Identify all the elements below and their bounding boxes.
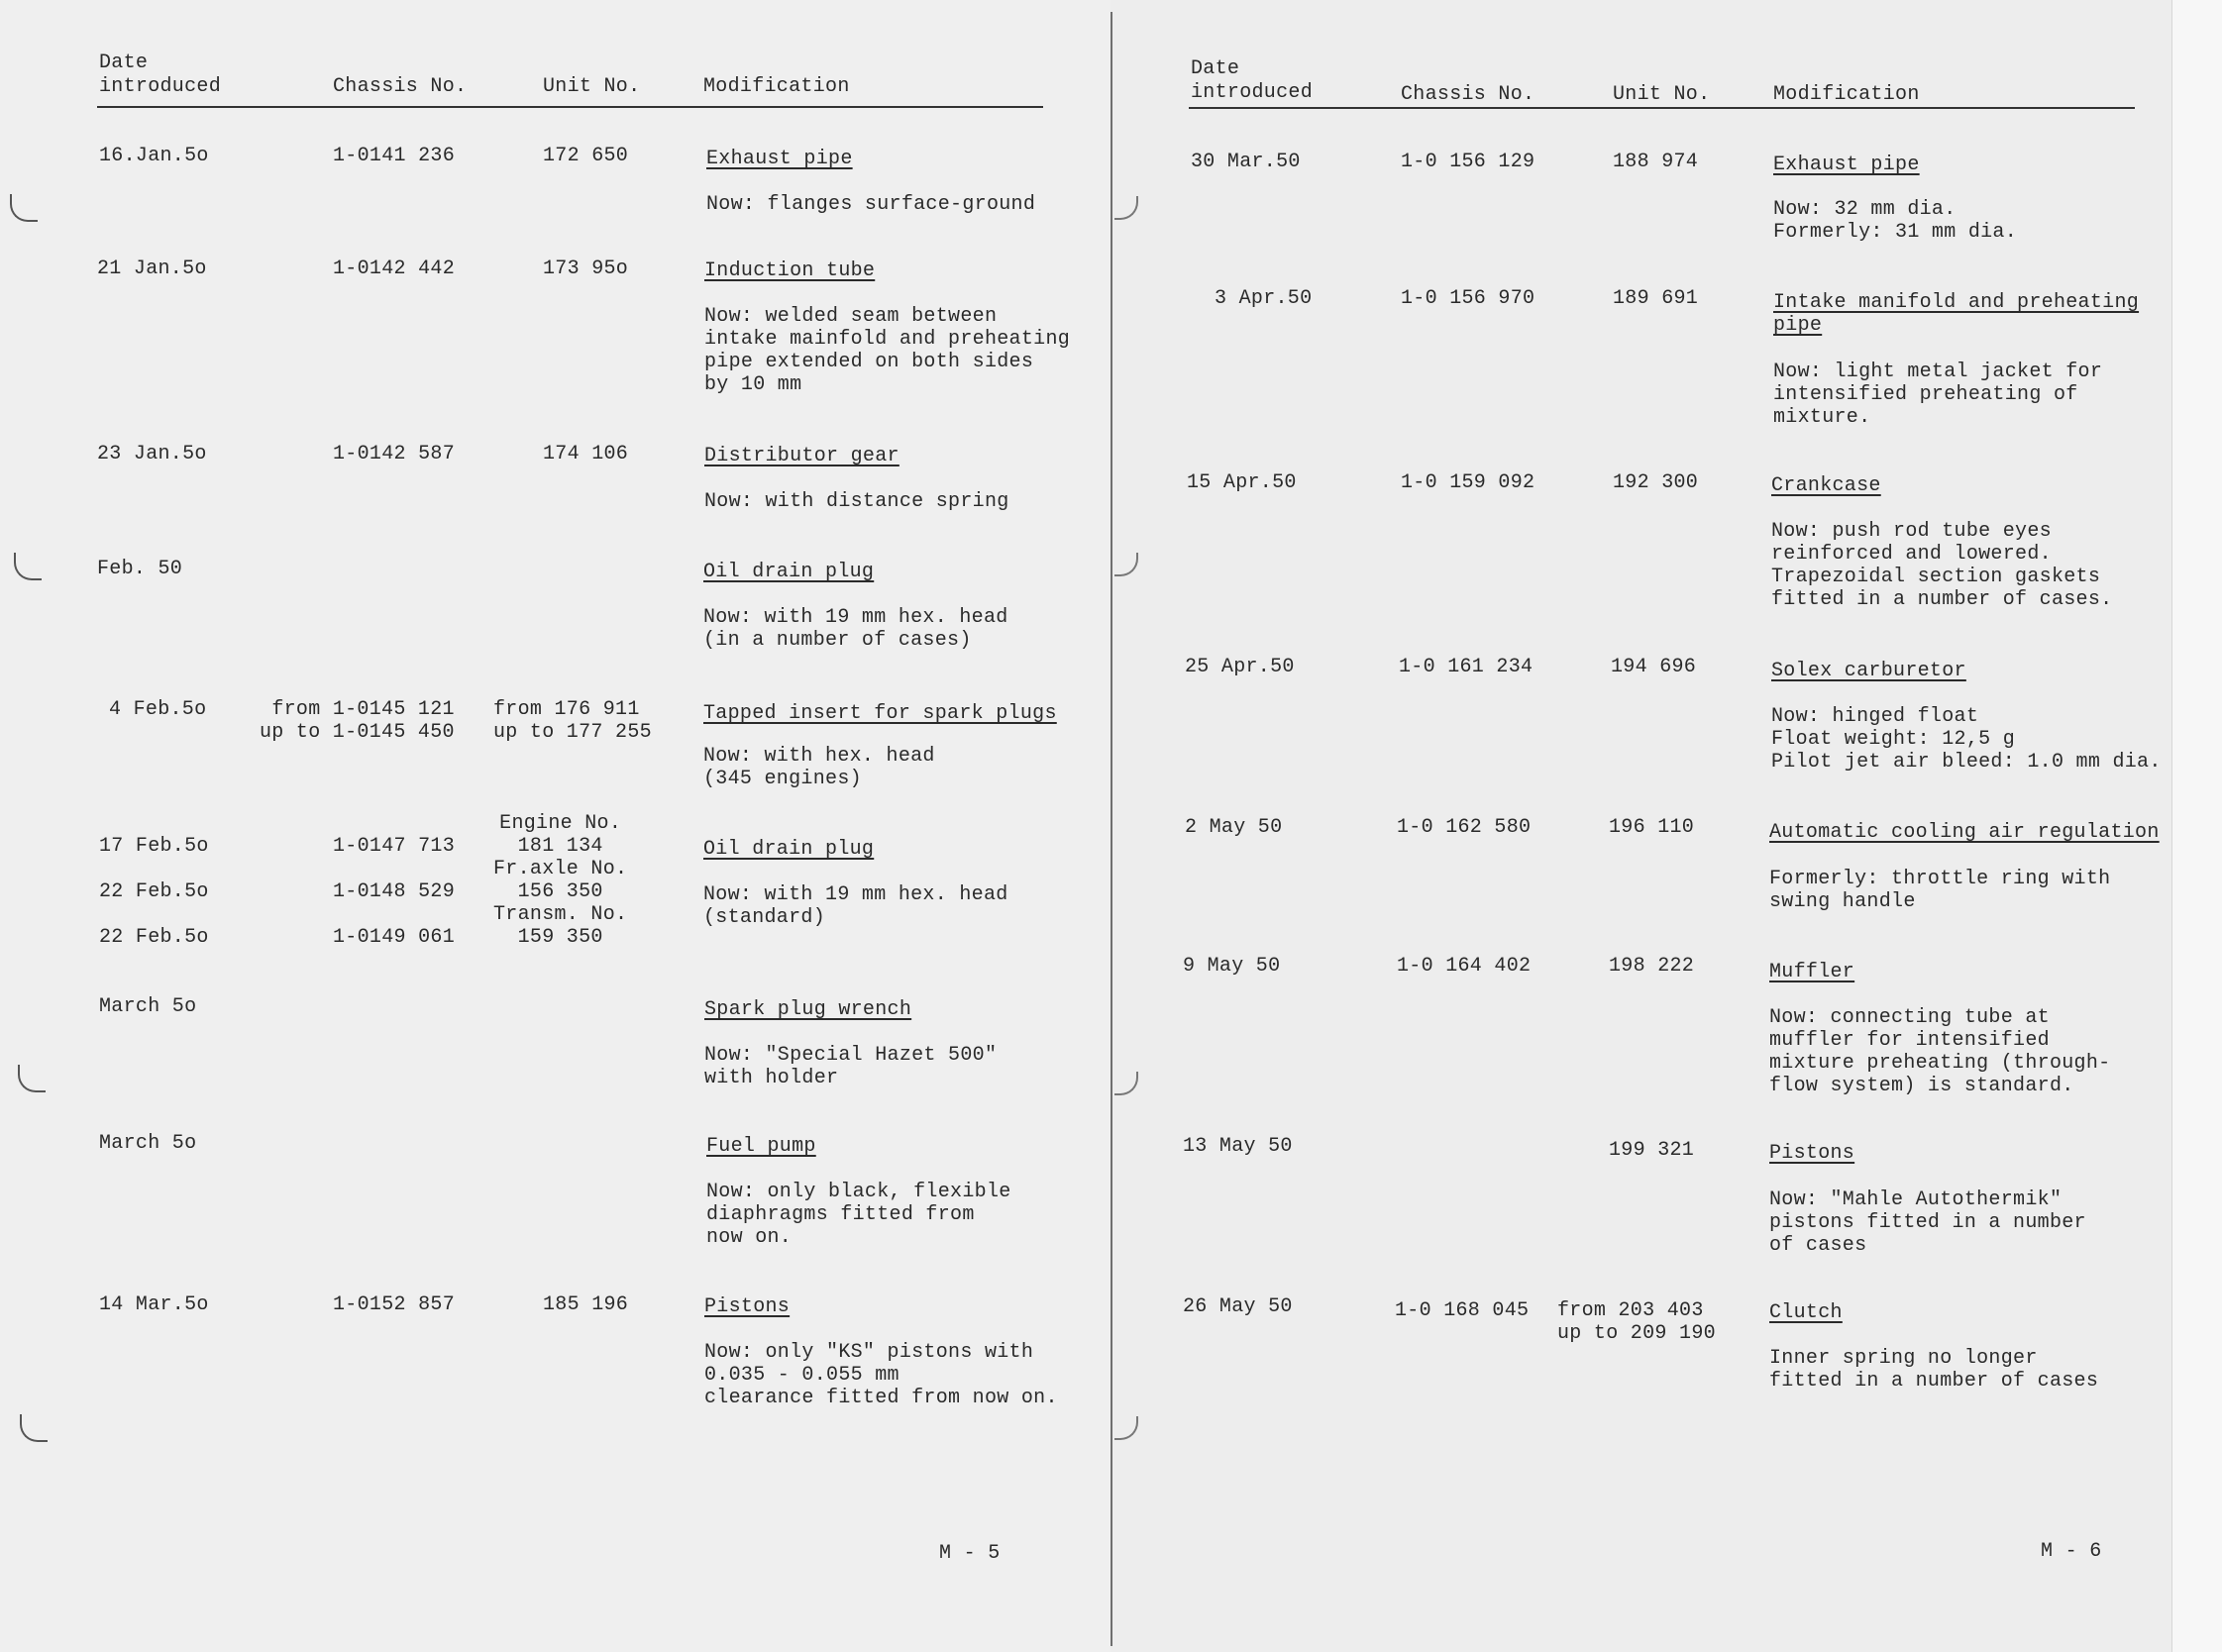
row-chassis: 1-0142 587 xyxy=(333,443,456,465)
modification-description: Now: connecting tube at muffler for intensified mixture preheating (through- flow system) is standard. xyxy=(1769,1006,2111,1097)
modification-title: Distributor gear xyxy=(704,445,899,467)
modification-description: Now: 32 mm dia. Formerly: 31 mm dia. xyxy=(1773,198,2018,244)
row-chassis: 1-0147 713 1-0148 529 1-0149 061 xyxy=(333,835,456,949)
row-unit: 189 691 xyxy=(1613,287,1699,310)
modification-title: Spark plug wrench xyxy=(704,998,912,1021)
row-date: 14 Mar.5o xyxy=(99,1293,209,1316)
header-date-label: introduced xyxy=(1191,81,1314,104)
row-chassis: 1-0141 236 xyxy=(333,145,456,167)
row-unit: 198 222 xyxy=(1609,955,1695,978)
header-modification-label: Modification xyxy=(1773,83,1920,106)
modification-title: Fuel pump xyxy=(706,1135,816,1158)
row-date: 3 Apr.50 xyxy=(1215,287,1313,310)
row-date: 13 May 50 xyxy=(1183,1135,1293,1158)
modification-title: Tapped insert for spark plugs xyxy=(703,702,1057,725)
row-date: 4 Feb.5o xyxy=(109,698,207,721)
modification-description: Now: "Mahle Autothermik" pistons fitted in a number of cases xyxy=(1769,1188,2086,1257)
modification-description: Now: with hex. head (345 engines) xyxy=(703,745,935,790)
modification-title: Oil drain plug xyxy=(703,561,875,583)
modification-description: Now: flanges surface-ground xyxy=(706,193,1036,216)
modification-title: Muffler xyxy=(1769,961,1855,983)
row-unit: 185 196 xyxy=(543,1293,629,1316)
row-unit: 174 106 xyxy=(543,443,629,465)
header-chassis-label: Chassis No. xyxy=(1401,83,1535,106)
modification-description: Now: with 19 mm hex. head (in a number of cases) xyxy=(703,606,1008,652)
row-unit: 196 110 xyxy=(1609,816,1695,839)
header-rule xyxy=(1189,107,2135,109)
modification-description: Now: with distance spring xyxy=(704,490,1009,513)
row-unit: from 176 911 up to 177 255 xyxy=(493,698,652,744)
modification-title: Solex carburetor xyxy=(1771,660,1966,682)
page-number: M - 6 xyxy=(2041,1540,2102,1563)
modification-description: Now: only black, flexible diaphragms fitted from now on. xyxy=(706,1181,1011,1249)
modification-title: Pistons xyxy=(704,1295,791,1318)
row-date: 30 Mar.50 xyxy=(1191,151,1301,173)
header-date-label: Date xyxy=(1191,57,1240,80)
modification-description: Now: light metal jacket for intensified preheating of mixture. xyxy=(1773,361,2103,429)
header-date-label: Date xyxy=(99,52,149,74)
row-unit: from 203 403 up to 209 190 xyxy=(1557,1299,1716,1345)
modification-title: Induction tube xyxy=(704,259,876,282)
row-unit: 172 650 xyxy=(543,145,629,167)
modification-description: Now: welded seam between intake mainfold and preheating pipe extended on both sides by 10 mm xyxy=(704,305,1071,396)
row-chassis: 1-0 159 092 xyxy=(1401,471,1535,494)
header-date-label: introduced xyxy=(99,75,222,98)
modification-title: Exhaust pipe xyxy=(706,148,853,170)
row-date: 26 May 50 xyxy=(1183,1295,1293,1318)
row-date: 15 Apr.50 xyxy=(1187,471,1297,494)
row-unit: 173 95o xyxy=(543,258,629,280)
header-unit-label: Unit No. xyxy=(543,75,641,98)
modification-title: Intake manifold and preheating pipe xyxy=(1773,291,2140,337)
modification-description: Inner spring no longer fitted in a number of cases xyxy=(1769,1347,2099,1393)
row-date: March 5o xyxy=(99,995,197,1018)
modification-description: Now: only "KS" pistons with 0.035 - 0.055 mm clearance fitted from now on. xyxy=(704,1341,1058,1409)
modification-title: Pistons xyxy=(1769,1142,1855,1165)
row-chassis: 1-0 161 234 xyxy=(1399,656,1534,678)
row-chassis: 1-0152 857 xyxy=(333,1293,456,1316)
row-chassis: from 1-0145 121 up to 1-0145 450 xyxy=(260,698,455,744)
row-date: 9 May 50 xyxy=(1183,955,1281,978)
modification-title: Exhaust pipe xyxy=(1773,154,1920,176)
header-modification-label: Modification xyxy=(703,75,850,98)
header-chassis-label: Chassis No. xyxy=(333,75,468,98)
row-chassis: 1-0 162 580 xyxy=(1397,816,1532,839)
modification-description: Now: push rod tube eyes reinforced and lowered. Trapezoidal section gaskets fitted in a number of cases. xyxy=(1771,520,2113,611)
modification-description: Now: "Special Hazet 500" with holder xyxy=(704,1044,998,1089)
row-date: 25 Apr.50 xyxy=(1185,656,1295,678)
header-unit-label: Unit No. xyxy=(1613,83,1711,106)
modification-title: Oil drain plug xyxy=(703,838,875,861)
modification-title: Automatic cooling air regulation xyxy=(1769,821,2160,844)
row-date: 2 May 50 xyxy=(1185,816,1283,839)
row-date: 16.Jan.5o xyxy=(99,145,209,167)
modification-description: Now: with 19 mm hex. head (standard) xyxy=(703,883,1008,929)
modification-title: Clutch xyxy=(1769,1301,1843,1324)
row-chassis: 1-0 156 129 xyxy=(1401,151,1535,173)
header-rule xyxy=(97,106,1043,108)
row-unit: Engine No. 181 134 Fr.axle No. 156 350 Transm. No. 159 350 xyxy=(493,812,628,949)
row-chassis: 1-0 156 970 xyxy=(1401,287,1535,310)
row-date: Feb. 50 xyxy=(97,558,183,580)
row-date: 23 Jan.5o xyxy=(97,443,207,465)
row-chassis: 1-0142 442 xyxy=(333,258,456,280)
row-unit: 192 300 xyxy=(1613,471,1699,494)
row-chassis: 1-0 164 402 xyxy=(1397,955,1532,978)
row-chassis: 1-0 168 045 xyxy=(1395,1299,1530,1322)
row-unit: 188 974 xyxy=(1613,151,1699,173)
page-edge-strip xyxy=(2171,0,2222,1652)
page-number: M - 5 xyxy=(939,1542,1001,1565)
modification-description: Now: hinged float Float weight: 12,5 g Pilot jet air bleed: 1.0 mm dia. xyxy=(1771,705,2162,774)
modification-description: Formerly: throttle ring with swing handle xyxy=(1769,868,2111,913)
row-unit: 194 696 xyxy=(1611,656,1697,678)
modification-title: Crankcase xyxy=(1771,474,1881,497)
row-date: March 5o xyxy=(99,1132,197,1155)
row-date: 21 Jan.5o xyxy=(97,258,207,280)
row-date: 17 Feb.5o 22 Feb.5o 22 Feb.5o xyxy=(99,835,209,949)
row-unit: 199 321 xyxy=(1609,1139,1695,1162)
binding-fold xyxy=(1111,12,1112,1646)
